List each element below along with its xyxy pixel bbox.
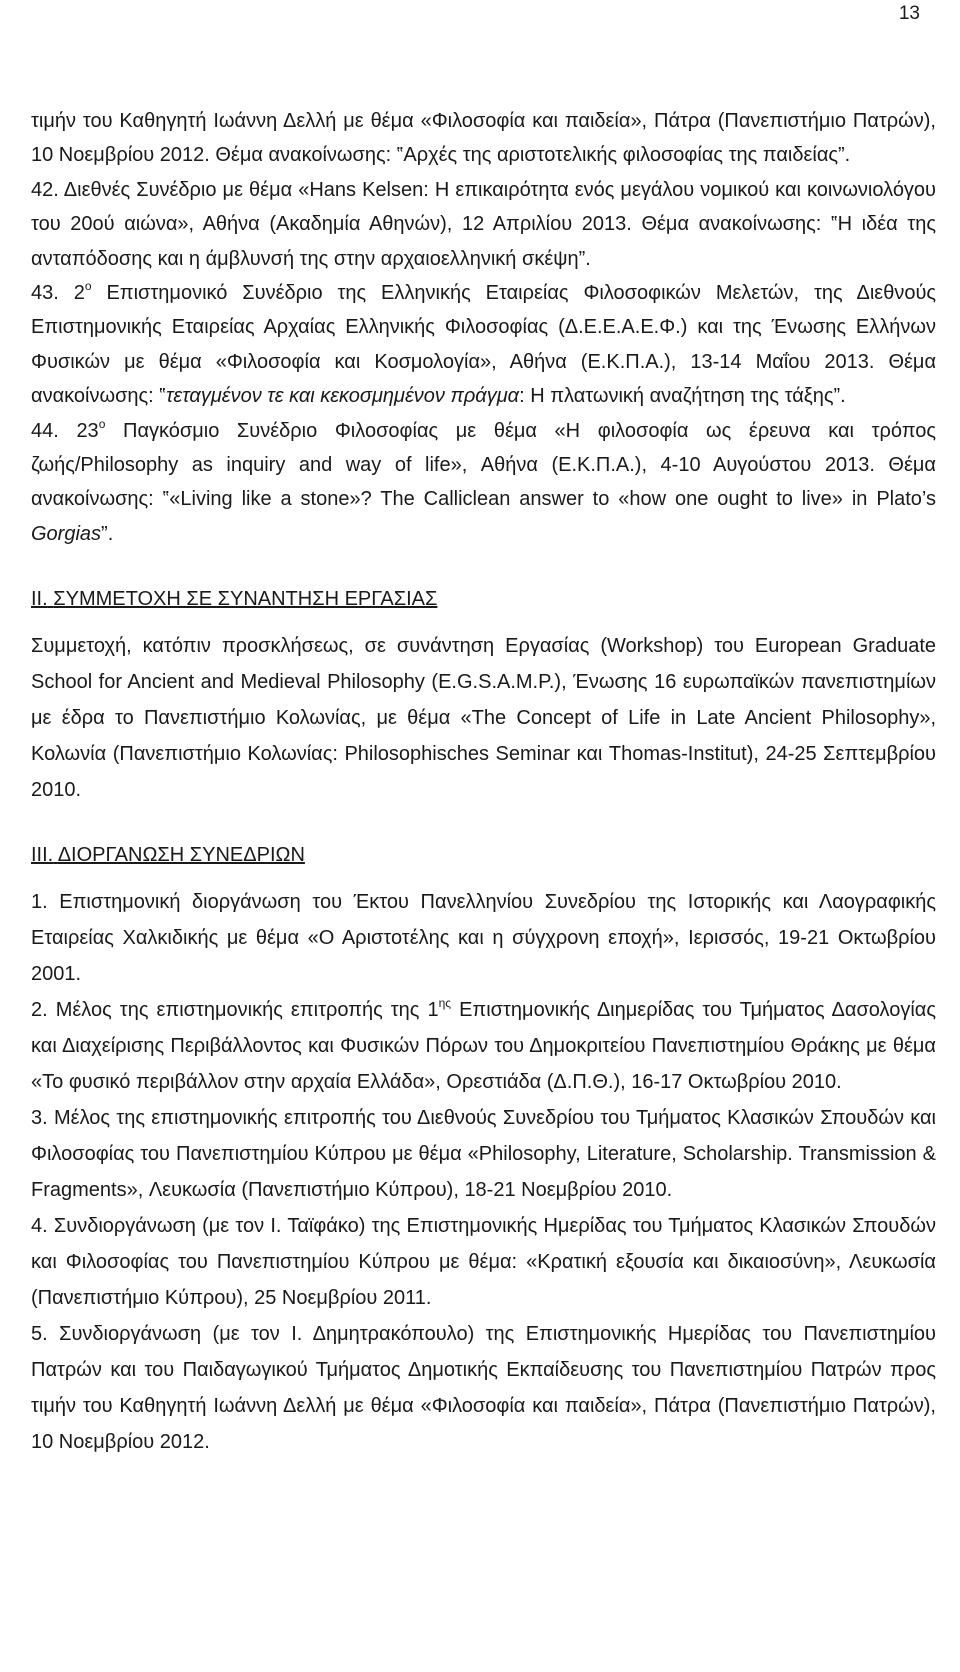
entry-number: 42. — [31, 178, 59, 201]
list-text: Μέλος της επιστημονικής επιτροπής του Διεθνούς Συνεδρίου του Τμήματος Κλασικών Σπουδών και Φιλοσοφίας του Πανεπιστημίου Κύπρου με θέμα «Philosophy, Literature, Scholarship. Transmission & Fragments», Λευκωσία (Πανεπιστήμιο Κύπρου), 18-21 Νοεμβρίου 2010. — [31, 1107, 937, 1202]
list-number: 3. — [31, 1107, 48, 1130]
list-number: 4. — [31, 1215, 48, 1238]
entry-44 — [31, 414, 936, 552]
entry-text: Παγκόσμιο Συνέδριο Φιλοσοφίας με θέμα «Η φιλοσοφία ως έρευνα και τρόπος ζωής/Philosophy as inquiry and way of life», Αθήνα (Ε.Κ.Π.Α.), 4-10 Αυγούστου 2013. Θέμα ανακοίνωσης: ‟«Living like a stone»? The Calliclean answer to «how one ought to live» in Plato’s — [31, 419, 937, 511]
entry-43 — [31, 276, 936, 414]
entry-italic-title: Gorgias — [31, 522, 102, 545]
section-heading-3 — [31, 838, 936, 872]
ordinal-superscript: ο — [98, 416, 106, 431]
list-item — [31, 1316, 936, 1460]
entry-italic-title: τεταγμένον τε και κεκοσμημένον πράγμα — [165, 385, 520, 408]
entry-text: τιμήν του Καθηγητή Ιωάννη Δελλή με θέμα «Φιλοσοφία και παιδεία», Πάτρα (Πανεπιστήμιο Πατρών), 10 Νοεμβρίου 2012. Θέμα ανακοίνωσης: ‟Αρχές της αριστοτελικής φιλοσοφίας της παιδείας”. — [31, 110, 936, 167]
list-text-end: Επιστημονικής Διημερίδας του Τμήματος Δασολογίας και Διαχείρισης Περιβάλλοντος και Φυσικών Πόρων του Δημοκριτείου Πανεπιστημίου Θράκης με θέμα «Το φυσικό περιβάλλον στην αρχαία Ελλάδα», Ορεστιάδα (Δ.Π.Θ.), 16-17 Οκτωβρίου 2010. — [31, 999, 936, 1094]
list-text: Συνδιοργάνωση (με τον Ι. Ταϊφάκο) της Επιστημονικής Ημερίδας του Τμήματος Κλασικών Σπουδών και Φιλοσοφίας του Πανεπιστημίου Κύπρου με θέμα: «Κρατική εξουσία και δικαιοσύνη», Λευκωσία (Πανεπιστήμιο Κύπρου), 25 Νοεμβρίου 2011. — [31, 1215, 936, 1310]
section-title: ΣΥΜΜΕΤΟΧΗ ΣΕ ΣΥΝΑΝΤΗΣΗ ΕΡΓΑΣΙΑΣ — [53, 588, 438, 611]
workshop-paragraph: Συμμετοχή, κατόπιν προσκλήσεως, σε συνάντηση Εργασίας (Workshop) του European Graduate School for Ancient and Medieval Philosophy (E.G.S.A.M.P.), Ένωσης 16 ευρωπαϊκών πανεπιστημίων με έδρα το Πανεπιστήμιο Κολωνίας, με θέμα «The Concept of Life in Late Ancient Philosophy», Κολωνία (Πανεπιστήμιο Κολωνίας: Philosophisches Seminar και Thomas-Institut), 24-25 Σεπτεμβρίου 2010. — [31, 635, 936, 802]
list-text: Μέλος της επιστημονικής επιτροπής της 1 — [55, 999, 439, 1022]
section-2-body — [31, 628, 936, 808]
ordinal-superscript: ης — [438, 996, 452, 1011]
list-text: Επιστημονική διοργάνωση του Έκτου Πανελληνίου Συνεδρίου της Ιστορικής και Λαογραφικής Εταιρείας Χαλκιδικής με θέμα «Ο Αριστοτέλης και η σύγχρονη εποχή», Ιερισσός, 19-21 Οκτωβρίου 2001. — [31, 891, 936, 986]
entry-text-end: : Η πλατωνική αναζήτηση της τάξης”. — [519, 385, 846, 408]
list-item — [31, 884, 936, 992]
list-number: 5. — [31, 1323, 48, 1346]
section-3-body — [31, 884, 936, 1460]
document-body — [31, 104, 936, 1460]
section-heading-2 — [31, 582, 936, 616]
entry-continuation — [31, 104, 936, 173]
entry-text: Επιστημονικό Συνέδριο της Ελληνικής Εταιρείας Φιλοσοφικών Μελετών, της Διεθνούς Επιστημονικής Εταιρείας Αρχαίας Ελληνικής Φιλοσοφίας (Δ.Ε.Ε.Α.Ε.Φ.) και της Ένωσης Ελλήνων Φυσικών με θέμα «Φιλοσοφία και Κοσμολογία», Αθήνα (Ε.Κ.Π.Α.), 13-14 Μαΐου 2013. Θέμα ανακοίνωσης: ‟ — [31, 282, 937, 408]
page-number: 13 — [898, 3, 920, 24]
section-title: ΔΙΟΡΓΑΝΩΣΗ ΣΥΝΕΔΡΙΩΝ — [57, 844, 305, 867]
list-number: 2. — [31, 999, 48, 1022]
list-item — [31, 992, 936, 1100]
list-number: 1. — [31, 891, 48, 914]
list-item — [31, 1208, 936, 1316]
ordinal-superscript: ο — [84, 279, 92, 294]
entry-number: 43. — [31, 282, 59, 305]
entry-text: Διεθνές Συνέδριο με θέμα «Hans Kelsen: Η επικαιρότητα ενός μεγάλου νομικού και κοινωνιολόγου του 20ού αιώνα», Αθήνα (Ακαδημία Αθηνών), 12 Απριλίου 2013. Θέμα ανακοίνωσης: ‟Η ιδέα της ανταπόδοσης και η άμβλυνσή της στην αρχαιοελληνική σκέψη”. — [31, 178, 936, 270]
entry-text-end: ”. — [101, 522, 114, 545]
section-numeral: ΙΙΙ. — [31, 844, 54, 867]
list-item — [31, 1100, 936, 1208]
ordinal-number: 23 — [76, 419, 99, 442]
list-text: Συνδιοργάνωση (με τον Ι. Δημητρακόπουλο) της Επιστημονικής Ημερίδας του Πανεπιστημίου Πατρών και του Παιδαγωγικού Τμήματος Δημοτικής Εκπαίδευσης του Πανεπιστημίου Πατρών προς τιμήν του Καθηγητή Ιωάννη Δελλή με θέμα «Φιλοσοφία και παιδεία», Πάτρα (Πανεπιστήμιο Πατρών), 10 Νοεμβρίου 2012. — [31, 1323, 936, 1454]
entry-42 — [31, 173, 936, 276]
entry-number: 44. — [31, 419, 59, 442]
ordinal-number: 2 — [73, 282, 85, 305]
section-numeral: ΙΙ. — [31, 588, 48, 611]
